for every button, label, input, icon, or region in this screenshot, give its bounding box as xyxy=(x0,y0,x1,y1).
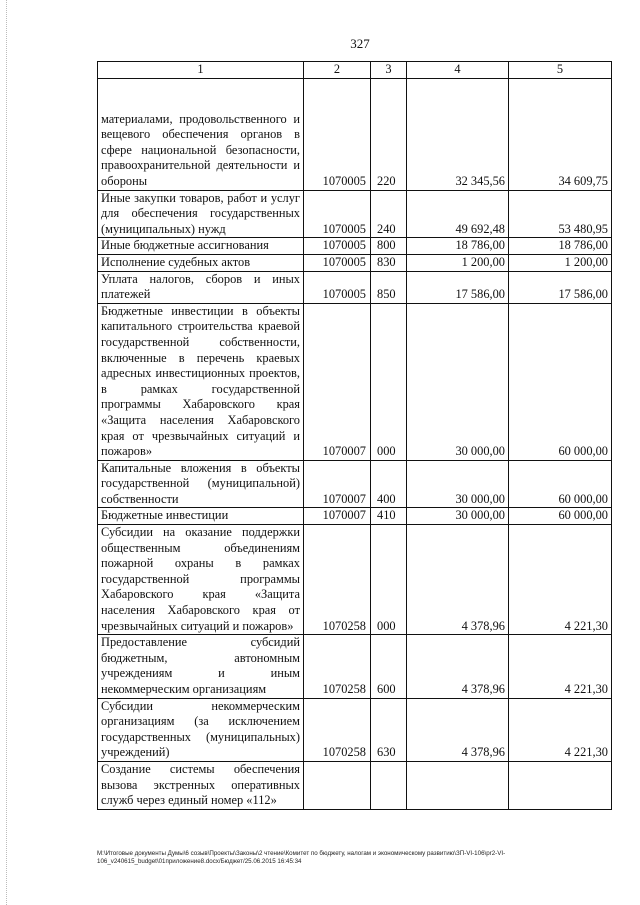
row-value-5: 60 000,00 xyxy=(509,460,612,508)
row-name: Иные бюджетные ассигнования xyxy=(98,238,304,255)
row-value-4: 32 345,56 xyxy=(407,78,509,190)
row-name: Предоставление субсидий бюджетным, автономным учреждениям и иным некоммерческим организациям xyxy=(98,635,304,698)
row-value-5: 60 000,00 xyxy=(509,508,612,525)
row-value-5: 4 221,30 xyxy=(509,635,612,698)
file-path-footer: M:\Итоговые документы Думы\6 созыв\Проекты\Законы\2 чтение\Комитет по бюджету, налогам и экономическому развитию\ЗП-VI-106\pr2-VI-106_v240615_budget\01приложение8.docx/Бюджет/25.06.2015 16:45:34 xyxy=(97,850,506,865)
table-row xyxy=(98,254,612,271)
table-row xyxy=(98,78,612,190)
row-name: Бюджетные инвестиции xyxy=(98,508,304,525)
row-code: 1070005 xyxy=(304,190,371,238)
row-value-5: 4 221,30 xyxy=(509,525,612,635)
row-value-5: 34 609,75 xyxy=(509,78,612,190)
row-name: Иные закупки товаров, работ и услуг для обеспечения государственных (муниципальных) нужд xyxy=(98,190,304,238)
row-value-5: 1 200,00 xyxy=(509,254,612,271)
row-name: Уплата налогов, сборов и иных платежей xyxy=(98,271,304,303)
table-row xyxy=(98,303,612,460)
row-value-4: 1 200,00 xyxy=(407,254,509,271)
row-code: 1070005 xyxy=(304,254,371,271)
row-code: 1070258 xyxy=(304,525,371,635)
row-name: Бюджетные инвестиции в объекты капитального строительства краевой государственной собственности, включенные в перечень краевых адресных инвестиционных проектов, в рамках государственной программы Хабаровского края «Защита населения Хабаровского края от чрезвычайных ситуаций и пожаров» xyxy=(98,303,304,460)
header-cell: 3 xyxy=(371,62,407,79)
table-row xyxy=(98,508,612,525)
row-name: Создание системы обеспечения вызова экстренных оперативных служб через единый номер «112» xyxy=(98,761,304,809)
row-value-4 xyxy=(407,761,509,809)
page-number: 327 xyxy=(350,36,370,51)
table-row xyxy=(98,698,612,761)
header-cell: 1 xyxy=(98,62,304,79)
row-value-4: 17 586,00 xyxy=(407,271,509,303)
row-value-5: 53 480,95 xyxy=(509,190,612,238)
row-type: 220 xyxy=(371,78,407,190)
row-code xyxy=(304,761,371,809)
row-type xyxy=(371,761,407,809)
row-value-5: 17 586,00 xyxy=(509,271,612,303)
table-row xyxy=(98,460,612,508)
row-value-4: 30 000,00 xyxy=(407,460,509,508)
row-name: Капитальные вложения в объекты государственной (муниципальной) собственности xyxy=(98,460,304,508)
row-value-4: 30 000,00 xyxy=(407,303,509,460)
row-value-4: 30 000,00 xyxy=(407,508,509,525)
row-code: 1070007 xyxy=(304,508,371,525)
table-row xyxy=(98,271,612,303)
row-value-5: 4 221,30 xyxy=(509,698,612,761)
table-row xyxy=(98,635,612,698)
row-type: 600 xyxy=(371,635,407,698)
row-code: 1070005 xyxy=(304,238,371,255)
row-code: 1070007 xyxy=(304,460,371,508)
row-value-5 xyxy=(509,761,612,809)
row-type: 400 xyxy=(371,460,407,508)
budget-table xyxy=(97,61,612,810)
row-type: 800 xyxy=(371,238,407,255)
table-row xyxy=(98,238,612,255)
row-type: 850 xyxy=(371,271,407,303)
row-code: 1070258 xyxy=(304,635,371,698)
row-name: Исполнение судебных актов xyxy=(98,254,304,271)
row-code: 1070005 xyxy=(304,78,371,190)
table-row xyxy=(98,525,612,635)
row-value-5: 60 000,00 xyxy=(509,303,612,460)
row-type: 000 xyxy=(371,303,407,460)
row-type: 000 xyxy=(371,525,407,635)
table-row xyxy=(98,761,612,809)
row-value-4: 49 692,48 xyxy=(407,190,509,238)
row-name: Субсидии на оказание поддержки общественным объединениям пожарной охраны в рамках государственной программы Хабаровского края «Защита населения Хабаровского края от чрезвычайных ситуаций и пожаров» xyxy=(98,525,304,635)
row-value-4: 4 378,96 xyxy=(407,698,509,761)
header-cell: 2 xyxy=(304,62,371,79)
table-row xyxy=(98,190,612,238)
row-type: 240 xyxy=(371,190,407,238)
row-value-4: 4 378,96 xyxy=(407,635,509,698)
row-name: Субсидии некоммерческим организациям (за исключением государственных (муниципальных) учреждений) xyxy=(98,698,304,761)
row-value-4: 4 378,96 xyxy=(407,525,509,635)
row-code: 1070258 xyxy=(304,698,371,761)
table-header-row xyxy=(98,62,612,79)
row-type: 830 xyxy=(371,254,407,271)
header-cell: 4 xyxy=(407,62,509,79)
row-value-4: 18 786,00 xyxy=(407,238,509,255)
header-cell: 5 xyxy=(509,62,612,79)
row-name: материалами, продовольственного и вещевого обеспечения органов в сфере национальной безопасности, правоохранительной деятельности и обороны xyxy=(98,78,304,190)
row-value-5: 18 786,00 xyxy=(509,238,612,255)
row-type: 630 xyxy=(371,698,407,761)
row-type: 410 xyxy=(371,508,407,525)
page-edge-mark xyxy=(6,0,8,905)
row-code: 1070007 xyxy=(304,303,371,460)
row-code: 1070005 xyxy=(304,271,371,303)
